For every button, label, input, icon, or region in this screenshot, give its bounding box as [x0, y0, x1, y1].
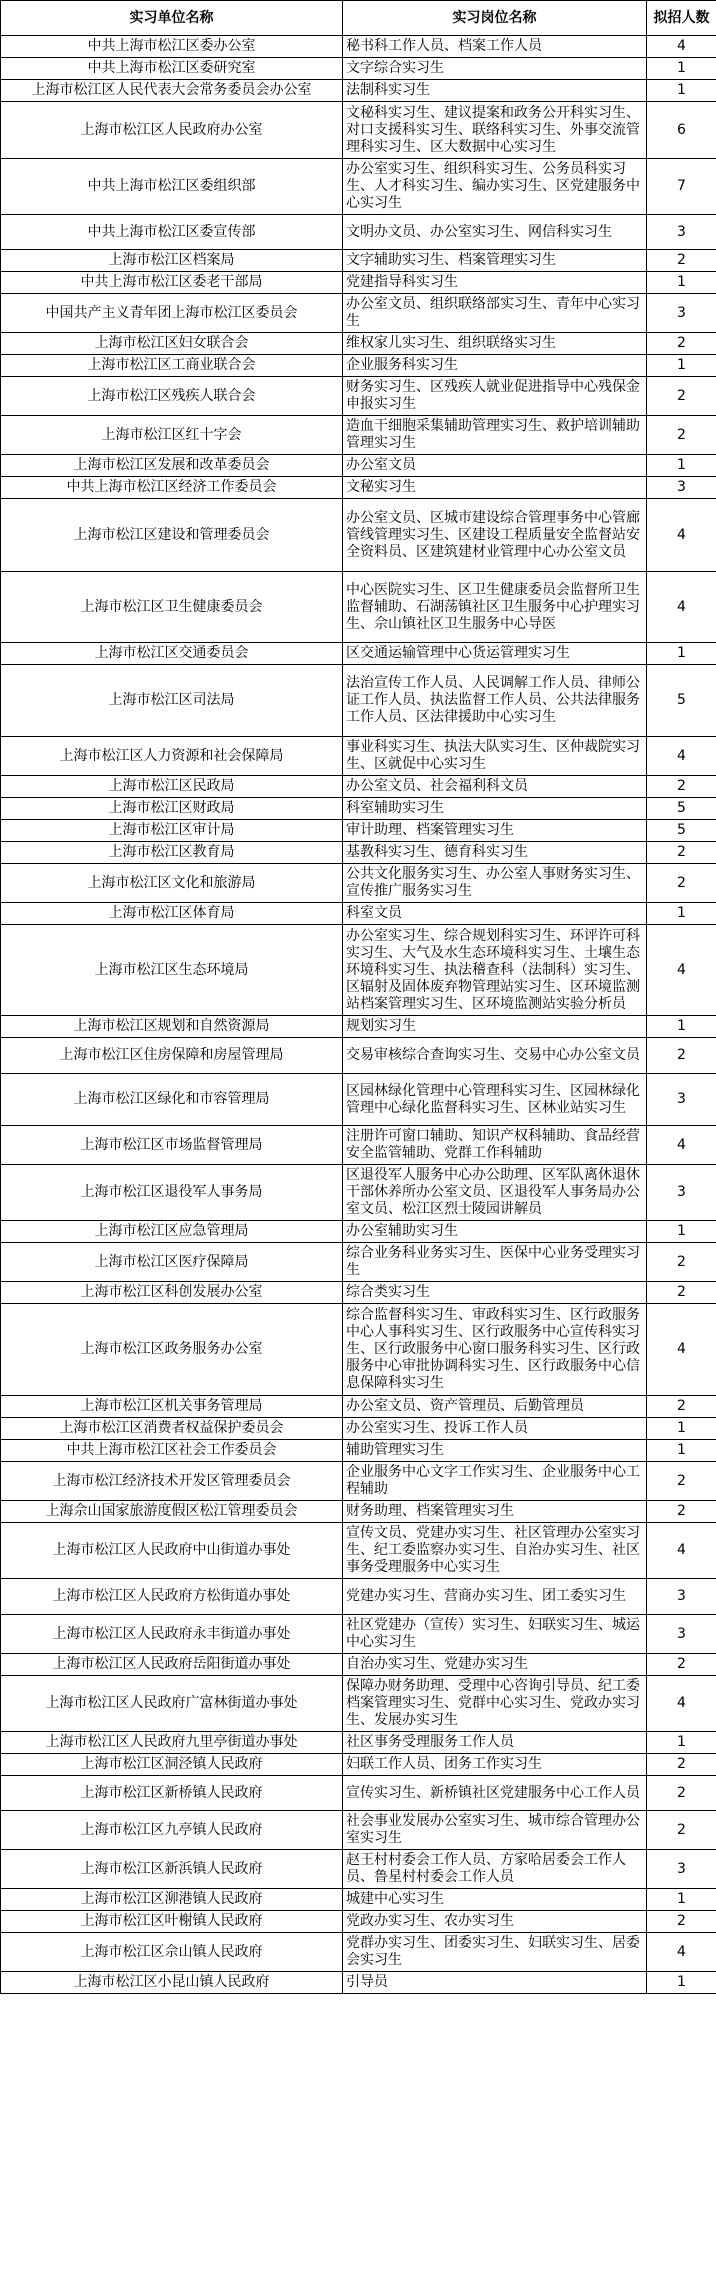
unit-name-cell: 上海市松江区人民政府九里亭街道办事处: [1, 1732, 343, 1754]
unit-name-cell: 上海市松江区发展和改革委员会: [1, 455, 343, 477]
post-name-cell: 区退役军人服务中心办公助理、区军队离休退休干部休养所办公室文员、区退役军人事务局办公室文员、松江区烈士陵园讲解员: [343, 1165, 647, 1221]
headcount-cell: 3: [647, 1165, 716, 1221]
table-row: [1, 272, 716, 294]
post-name-cell: 区交通运输管理中心货运管理实习生: [343, 643, 647, 665]
table-row: [1, 333, 716, 355]
headcount-cell: 1: [647, 903, 716, 925]
post-name-cell: 办公室文员、组织联络部实习生、青年中心实习生: [343, 294, 647, 333]
post-name-cell: 文秘科实习生、建议提案和政务公开科实习生、对口支援科实习生、联络科实习生、外事交流管理科实习生、区大数据中心实习生: [343, 102, 647, 159]
unit-name-cell: 上海市松江区洞泾镇人民政府: [1, 1754, 343, 1776]
header-headcount: 拟招人数: [647, 1, 716, 36]
headcount-cell: 5: [647, 798, 716, 820]
post-name-cell: 科室文员: [343, 903, 647, 925]
post-name-cell: 维权家儿实习生、组织联络实习生: [343, 333, 647, 355]
unit-name-cell: 上海市松江区新桥镇人民政府: [1, 1776, 343, 1811]
table-row: [1, 1933, 716, 1972]
unit-name-cell: 上海市松江区人民政府岳阳街道办事处: [1, 1654, 343, 1676]
headcount-cell: 1: [647, 1732, 716, 1754]
unit-name-cell: 上海市松江区人民政府方松街道办事处: [1, 1579, 343, 1615]
post-name-cell: 法治宣传工作人员、人民调解工作人员、律师公证工作人员、执法监督工作人员、公共法律服务工作人员、区法律援助中心实习生: [343, 665, 647, 737]
headcount-cell: 3: [647, 294, 716, 333]
unit-name-cell: 上海市松江区财政局: [1, 798, 343, 820]
table-row: [1, 1911, 716, 1933]
table-row: [1, 159, 716, 215]
post-name-cell: 文秘实习生: [343, 477, 647, 499]
table-row: [1, 1304, 716, 1396]
headcount-cell: 1: [647, 455, 716, 477]
unit-name-cell: 上海市松江区妇女联合会: [1, 333, 343, 355]
post-name-cell: 区园林绿化管理中心管理科实习生、区园林绿化管理中心绿化监督科实习生、区林业站实习生: [343, 1074, 647, 1126]
headcount-cell: 2: [647, 416, 716, 455]
unit-name-cell: 上海市松江区司法局: [1, 665, 343, 737]
headcount-cell: 3: [647, 215, 716, 250]
table-row: [1, 1126, 716, 1165]
table-row: [1, 903, 716, 925]
headcount-cell: 2: [647, 776, 716, 798]
header-unit-name: 实习单位名称: [1, 1, 343, 36]
headcount-cell: 1: [647, 1889, 716, 1911]
headcount-cell: 3: [647, 1579, 716, 1615]
unit-name-cell: 中共上海市松江区委研究室: [1, 58, 343, 80]
table-row: [1, 215, 716, 250]
table-row: [1, 737, 716, 776]
post-name-cell: 综合业务科业务实习生、医保中心业务受理实习生: [343, 1243, 647, 1282]
table-row: [1, 665, 716, 737]
headcount-cell: 4: [647, 499, 716, 572]
unit-name-cell: 中共上海市松江区委组织部: [1, 159, 343, 215]
table-row: [1, 499, 716, 572]
post-name-cell: 妇联工作人员、团务工作实习生: [343, 1754, 647, 1776]
post-name-cell: 办公室实习生、综合规划科实习生、环评许可科实习生、大气及水生态环境科实习生、土壤生态环境科实习生、执法稽查科（法制科）实习生、区辐射及固体废弃物管理站实习生、区环境监测站档案管理实习生、区环境监测站实验分析员: [343, 925, 647, 1016]
table-row: [1, 1038, 716, 1074]
unit-name-cell: 上海市松江区档案局: [1, 250, 343, 272]
headcount-cell: 1: [647, 643, 716, 665]
post-name-cell: 办公室文员、区城市建设综合管理事务中心管廊管线管理实习生、区建设工程质量安全监督站安全资料员、区建筑建材业管理中心办公室文员: [343, 499, 647, 572]
unit-name-cell: 上海市松江区工商业联合会: [1, 355, 343, 377]
headcount-cell: 2: [647, 1282, 716, 1304]
headcount-cell: 4: [647, 1126, 716, 1165]
post-name-cell: 公共文化服务实习生、办公室人事财务实习生、宣传推广服务实习生: [343, 864, 647, 903]
post-name-cell: 办公室文员、社会福利科文员: [343, 776, 647, 798]
table-header-row: [1, 1, 716, 36]
header-post-name: 实习岗位名称: [343, 1, 647, 36]
table-row: [1, 643, 716, 665]
post-name-cell: 文字综合实习生: [343, 58, 647, 80]
post-name-cell: 办公室辅助实习生: [343, 1221, 647, 1243]
post-name-cell: 党群办实习生、团委实习生、妇联实习生、居委会实习生: [343, 1933, 647, 1972]
table-row: [1, 1615, 716, 1654]
table-row: [1, 355, 716, 377]
unit-name-cell: 上海市松江区医疗保障局: [1, 1243, 343, 1282]
post-name-cell: 文明办文员、办公室实习生、网信科实习生: [343, 215, 647, 250]
unit-name-cell: 上海市松江区人民政府广富林街道办事处: [1, 1676, 343, 1732]
table-row: [1, 1776, 716, 1811]
unit-name-cell: 上海市松江区红十字会: [1, 416, 343, 455]
unit-name-cell: 上海市松江区体育局: [1, 903, 343, 925]
table-row: [1, 294, 716, 333]
post-name-cell: 城建中心实习生: [343, 1889, 647, 1911]
table-row: [1, 1074, 716, 1126]
headcount-cell: 2: [647, 842, 716, 864]
post-name-cell: 社会事业发展办公室实习生、城市综合管理办公室实习生: [343, 1811, 647, 1850]
unit-name-cell: 上海市松江区应急管理局: [1, 1221, 343, 1243]
headcount-cell: 2: [647, 1396, 716, 1418]
unit-name-cell: 上海市松江区叶榭镇人民政府: [1, 1911, 343, 1933]
table-row: [1, 1676, 716, 1732]
unit-name-cell: 上海市松江区人民代表大会常务委员会办公室: [1, 80, 343, 102]
headcount-cell: 5: [647, 820, 716, 842]
table-row: [1, 1972, 716, 1994]
table-row: [1, 820, 716, 842]
table-row: [1, 1732, 716, 1754]
post-name-cell: 党建办实习生、营商办实习生、团工委实习生: [343, 1579, 647, 1615]
headcount-cell: 4: [647, 1523, 716, 1579]
unit-name-cell: 上海市松江经济技术开发区管理委员会: [1, 1462, 343, 1501]
headcount-cell: 2: [647, 1776, 716, 1811]
headcount-cell: 4: [647, 1304, 716, 1396]
post-name-cell: 宣传实习生、新桥镇社区党建服务中心工作人员: [343, 1776, 647, 1811]
post-name-cell: 规划实习生: [343, 1016, 647, 1038]
unit-name-cell: 中共上海市松江区社会工作委员会: [1, 1440, 343, 1462]
table-row: [1, 776, 716, 798]
headcount-cell: 2: [647, 1501, 716, 1523]
headcount-cell: 2: [647, 1654, 716, 1676]
unit-name-cell: 中共上海市松江区委办公室: [1, 36, 343, 58]
headcount-cell: 1: [647, 355, 716, 377]
post-name-cell: 秘书科工作人员、档案工作人员: [343, 36, 647, 58]
headcount-cell: 3: [647, 1615, 716, 1654]
table-row: [1, 1754, 716, 1776]
unit-name-cell: 上海市松江区绿化和市容管理局: [1, 1074, 343, 1126]
table-row: [1, 1889, 716, 1911]
table-row: [1, 416, 716, 455]
headcount-cell: 1: [647, 1016, 716, 1038]
headcount-cell: 5: [647, 665, 716, 737]
headcount-cell: 2: [647, 1911, 716, 1933]
post-name-cell: 宣传文员、党建办实习生、社区管理办公室实习生、纪工委监察办实习生、自治办实习生、社区事务受理服务中心实习生: [343, 1523, 647, 1579]
post-name-cell: 辅助管理实习生: [343, 1440, 647, 1462]
table-row: [1, 455, 716, 477]
post-name-cell: 党建指导科实习生: [343, 272, 647, 294]
table-row: [1, 1418, 716, 1440]
headcount-cell: 2: [647, 1462, 716, 1501]
post-name-cell: 企业服务科实习生: [343, 355, 647, 377]
table-row: [1, 1850, 716, 1889]
headcount-cell: 7: [647, 159, 716, 215]
unit-name-cell: 上海市松江区教育局: [1, 842, 343, 864]
headcount-cell: 2: [647, 1754, 716, 1776]
table-row: [1, 1579, 716, 1615]
table-row: [1, 36, 716, 58]
post-name-cell: 基教科实习生、德育科实习生: [343, 842, 647, 864]
unit-name-cell: 上海市松江区民政局: [1, 776, 343, 798]
headcount-cell: 4: [647, 925, 716, 1016]
unit-name-cell: 上海市松江区退役军人事务局: [1, 1165, 343, 1221]
headcount-cell: 4: [647, 1676, 716, 1732]
headcount-cell: 4: [647, 36, 716, 58]
headcount-cell: 2: [647, 377, 716, 416]
post-name-cell: 办公室实习生、组织科实习生、公务员科实习生、人才科实习生、编办实习生、区党建服务中心实习生: [343, 159, 647, 215]
post-name-cell: 企业服务中心文字工作实习生、企业服务中心工程辅助: [343, 1462, 647, 1501]
table-row: [1, 1462, 716, 1501]
headcount-cell: 3: [647, 477, 716, 499]
table-row: [1, 1811, 716, 1850]
post-name-cell: 办公室文员: [343, 455, 647, 477]
unit-name-cell: 上海市松江区人民政府中山街道办事处: [1, 1523, 343, 1579]
unit-name-cell: 中共上海市松江区委老干部局: [1, 272, 343, 294]
post-name-cell: 财务实习生、区残疾人就业促进指导中心残保金申报实习生: [343, 377, 647, 416]
unit-name-cell: 中共上海市松江区委宣传部: [1, 215, 343, 250]
post-name-cell: 综合监督科实习生、审政科实习生、区行政服务中心人事科实习生、区行政服务中心宣传科实习生、区行政服务中心窗口服务科实习生、区行政服务中心审批协调科实习生、区行政服务中心信息保障科实习生: [343, 1304, 647, 1396]
post-name-cell: 赵王村村委会工作人员、方家哈居委会工作人员、鲁星村村委会工作人员: [343, 1850, 647, 1889]
post-name-cell: 法制科实习生: [343, 80, 647, 102]
unit-name-cell: 上海市松江区消费者权益保护委员会: [1, 1418, 343, 1440]
post-name-cell: 审计助理、档案管理实习生: [343, 820, 647, 842]
table-row: [1, 798, 716, 820]
table-row: [1, 1016, 716, 1038]
unit-name-cell: 上海市松江区人力资源和社会保障局: [1, 737, 343, 776]
post-name-cell: 中心医院实习生、区卫生健康委员会监督所卫生监督辅助、石湖荡镇社区卫生服务中心护理实习生、佘山镇社区卫生服务中心导医: [343, 572, 647, 643]
headcount-cell: 2: [647, 1038, 716, 1074]
headcount-cell: 3: [647, 1850, 716, 1889]
headcount-cell: 2: [647, 333, 716, 355]
table-row: [1, 1165, 716, 1221]
post-name-cell: 办公室文员、资产管理员、后勤管理员: [343, 1396, 647, 1418]
unit-name-cell: 上海市松江区规划和自然资源局: [1, 1016, 343, 1038]
headcount-cell: 4: [647, 572, 716, 643]
table-row: [1, 1396, 716, 1418]
post-name-cell: 财务助理、档案管理实习生: [343, 1501, 647, 1523]
unit-name-cell: 中国共产主义青年团上海市松江区委员会: [1, 294, 343, 333]
unit-name-cell: 上海市松江区市场监督管理局: [1, 1126, 343, 1165]
unit-name-cell: 上海市松江区卫生健康委员会: [1, 572, 343, 643]
unit-name-cell: 上海市松江区残疾人联合会: [1, 377, 343, 416]
unit-name-cell: 上海市松江区小昆山镇人民政府: [1, 1972, 343, 1994]
post-name-cell: 文字辅助实习生、档案管理实习生: [343, 250, 647, 272]
headcount-cell: 2: [647, 250, 716, 272]
post-name-cell: 综合类实习生: [343, 1282, 647, 1304]
post-name-cell: 注册许可窗口辅助、知识产权科辅助、食品经营安全监管辅助、党群工作科辅助: [343, 1126, 647, 1165]
headcount-cell: 2: [647, 1243, 716, 1282]
unit-name-cell: 上海市松江区九亭镇人民政府: [1, 1811, 343, 1850]
unit-name-cell: 上海佘山国家旅游度假区松江管理委员会: [1, 1501, 343, 1523]
headcount-cell: 1: [647, 58, 716, 80]
headcount-cell: 2: [647, 1811, 716, 1850]
post-name-cell: 社区党建办（宣传）实习生、妇联实习生、城运中心实习生: [343, 1615, 647, 1654]
unit-name-cell: 上海市松江区生态环境局: [1, 925, 343, 1016]
table-row: [1, 1243, 716, 1282]
unit-name-cell: 上海市松江区机关事务管理局: [1, 1396, 343, 1418]
post-name-cell: 引导员: [343, 1972, 647, 1994]
table-row: [1, 864, 716, 903]
headcount-cell: 4: [647, 737, 716, 776]
unit-name-cell: 上海市松江区新浜镇人民政府: [1, 1850, 343, 1889]
unit-name-cell: 上海市松江区住房保障和房屋管理局: [1, 1038, 343, 1074]
post-name-cell: 党政办实习生、农办实习生: [343, 1911, 647, 1933]
post-name-cell: 事业科实习生、执法大队实习生、区仲裁院实习生、区就促中心实习生: [343, 737, 647, 776]
table-row: [1, 1501, 716, 1523]
table-row: [1, 842, 716, 864]
unit-name-cell: 上海市松江区审计局: [1, 820, 343, 842]
unit-name-cell: 上海市松江区科创发展办公室: [1, 1282, 343, 1304]
headcount-cell: 1: [647, 80, 716, 102]
table-row: [1, 1282, 716, 1304]
headcount-cell: 1: [647, 272, 716, 294]
headcount-cell: 1: [647, 1972, 716, 1994]
headcount-cell: 6: [647, 102, 716, 159]
unit-name-cell: 上海市松江区交通委员会: [1, 643, 343, 665]
headcount-cell: 3: [647, 1074, 716, 1126]
headcount-cell: 1: [647, 1418, 716, 1440]
table-row: [1, 58, 716, 80]
post-name-cell: 保障办财务助理、受理中心咨询引导员、纪工委档案管理实习生、党群中心实习生、党政办实习生、发展办实习生: [343, 1676, 647, 1732]
post-name-cell: 科室辅助实习生: [343, 798, 647, 820]
table-row: [1, 1440, 716, 1462]
table-row: [1, 377, 716, 416]
post-name-cell: 交易审核综合查询实习生、交易中心办公室文员: [343, 1038, 647, 1074]
post-name-cell: 办公室实习生、投诉工作人员: [343, 1418, 647, 1440]
post-name-cell: 造血干细胞采集辅助管理实习生、救护培训辅助管理实习生: [343, 416, 647, 455]
table-row: [1, 1221, 716, 1243]
post-name-cell: 自治办实习生、党建办实习生: [343, 1654, 647, 1676]
headcount-cell: 1: [647, 1221, 716, 1243]
unit-name-cell: 上海市松江区泖港镇人民政府: [1, 1889, 343, 1911]
unit-name-cell: 上海市松江区建设和管理委员会: [1, 499, 343, 572]
unit-name-cell: 中共上海市松江区经济工作委员会: [1, 477, 343, 499]
table-row: [1, 925, 716, 1016]
unit-name-cell: 上海市松江区文化和旅游局: [1, 864, 343, 903]
table-row: [1, 80, 716, 102]
headcount-cell: 2: [647, 864, 716, 903]
unit-name-cell: 上海市松江区人民政府永丰街道办事处: [1, 1615, 343, 1654]
unit-name-cell: 上海市松江区人民政府办公室: [1, 102, 343, 159]
table-row: [1, 250, 716, 272]
headcount-cell: 1: [647, 1440, 716, 1462]
post-name-cell: 社区事务受理服务工作人员: [343, 1732, 647, 1754]
table-row: [1, 102, 716, 159]
table-row: [1, 572, 716, 643]
table-row: [1, 477, 716, 499]
table-row: [1, 1523, 716, 1579]
headcount-cell: 4: [647, 1933, 716, 1972]
unit-name-cell: 上海市松江区佘山镇人民政府: [1, 1933, 343, 1972]
table-row: [1, 1654, 716, 1676]
unit-name-cell: 上海市松江区政务服务办公室: [1, 1304, 343, 1396]
